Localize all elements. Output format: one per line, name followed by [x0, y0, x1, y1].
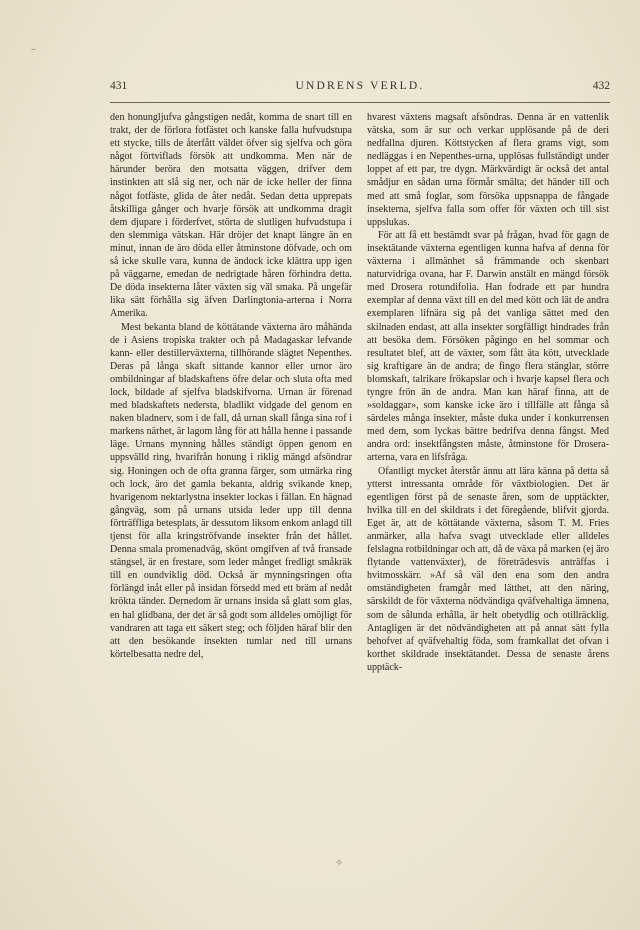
- header-rule: [110, 102, 610, 103]
- margin-mark: ✧: [335, 858, 344, 869]
- margin-mark: –: [31, 44, 36, 55]
- right-column: [367, 111, 609, 674]
- paragraph: Mest bekanta bland de köttätande växterna äro måhända de i Asiens tropiska trakter och på Madagaskar lefvande kann- eller destillerväxterna, tillhörande slägtet Nepenthes. Deras på långa skaft sittande kannor eller urnor äro ombildningar af bladskaftens öfre delar och sluta ofta med lock, bildade af sjelfva bladskifvorna. Urnan är förenad med bladskaftets nedersta, bladlikt vidgade del genom en naken bladnerv, som i de fall, då urnan skall fånga sina rof i markens närhet, är lagom lång för att hålla henne i passande läge. Urnans mynning hålles ständigt öppen genom en uppsvälld ring, hvarifrån honung i riklig mängd afsöndrar sig. Honingen och de ofta granna färger, som utmärka ring och lock, äro det gamla bekanta, aldrig svikande knep, hvarigenom nektarlystna insekter lockas i fällan. En hägnad gångväg, som på urnans utsida leder upp till denna förträffliga betesplats, är dessutom liksom enkom anlagd till tjenst för alla kringströfvande insekter från det hållet. Denna smala promenadväg, skönt omgifven af två fransade stängsel, är en frestare, som leder månget fredligt småkräk till en oundviklig död. Också är mynningsringen ofta förlängd inåt eller på insidan försedd med ett bräm af nedåt krökta tänder. Dernedom är urnans insida så glatt som glas, en hal glidbana, der det är så godt som alldeles omöjligt för vandraren att taga ett säkert steg; och följden häraf blir den att den besökande insekten tumlar ned till urnans körtelbesatta nedre del,: [110, 321, 353, 660]
- paragraph: hvarest växtens magsaft afsöndras. Denna är en vattenlik vätska, som är sur och verkar upplösande på de deri nedfallna djuren. Köttstycken af flera grams vigt, som nedläggas i en Nepenthes-urna, upplösas fullständigt under loppet af ett par, tre dygn. Märkvärdigt är också det antal smådjur en sådan urna förmår smälta; det händer till och med att små foglar, som försöka uppsnappa de fångade insekterna, sjelfva falla som offer för växten och till sist uppslukas.: [367, 112, 609, 228]
- paragraph: Ofantligt mycket återstår ännu att lära känna på detta så ytterst intressanta område för växtbiologien. Det är egentligen först på de senaste åren, som de upptäckter, hvilka till en del skildrats i det föregående, blifvit gjorda. Eget är, att de köttätande växterna, såsom T. M. Fries anmärker, alla hafva svagt utvecklade eller alldeles felslagna rotbildningar och att, då de växa på marken (ej äro flytande vattenväxter), de företrädesvis anträffas i hvitmosskärr. »Af så väl den ena som den andra omständigheten framgår med lätthet, att den näring, särskildt de för växterna nödvändiga qväfvehaltiga ämnena, som de sålunda erhålla, är helt obetydlig och otillräcklig. Antagligen är det nödvändigheten att på annat sätt fylla behofvet af qväfvehaltig föda, som framkallat det ofvan i korthet skildrade insektätandet. Dessa de senaste årens upptäck-: [367, 465, 609, 673]
- paragraph: För att få ett bestämdt svar på frågan, hvad för gagn de insektätande växterna egentligen kunna hafva af denna för växterna i allmänhet så främmande och skenbart naturvidriga ovana, har F. Darwin anstält en mängd försök med Drosera rotundifolia. Han fodrade ett par hundra exemplar af denna växt till en del med kött och lät de andra exemplaren lifnära sig på det vanliga sättet med den skilnaden endast, att alla insekter sorgfälligt hindrades från att besöka dem. Försöken pågingo en hel sommar och resultatet blef, att de växter, som fått äta kött, utvecklade sig kraftigare än de andra; de fingo flera stänglar, större blomskaft, talrikare frökapslar och i hvarje kapsel flera och tyngre frön än de andra. Man kan häraf finna, att de »soldaggar», som kanske icke äro i tillfälle att fånga så särdeles många insekter, måste duka under i konkurrensen med dem, som lyckas bättre bedrifva denna fångst. Med andra ord: insektfångsten måste, åtminstone för Drosera-arterna, vara en lifsfråga.: [367, 229, 609, 464]
- running-title: UNDRENS VERLD.: [295, 80, 425, 92]
- running-header: [110, 80, 610, 96]
- left-column: [110, 111, 352, 661]
- paragraph: den honungljufva gångstigen nedåt, komma de snart till en trakt, der de förlora fotfästet och kanske falla hufvudstupa ett stycke, tills de återfått väldet öfver sig sjelfva och göra något förtviflads försök att undkomma. Men när de härunder beröra den motsatta väggen, drifver dem instinkten att slå sig ner, och när de icke heller der finna något fotfäste, glida de åter nedåt. Sedan detta upprepats åtskilliga gånger och hvarje försök att undkomma dragit dem djupare i förderfvet, störta de slutligen hufvudstupa i den slemmiga vätskan. Här dröjer det knapt längre än en minut, innan de äro döda eller åtminstone döfvade, och om så icke skulle vara, kunna de ändock icke klättra upp igen på väggarne, emedan de nedrigtade håren förhindra detta. De döda insekterna låter växten sig väl smaka. På ungefär lika sätt förhålla sig äfven Darlingtonia-arterna i Norra Amerika.: [110, 112, 352, 320]
- right-page-number: 432: [592, 80, 610, 92]
- left-page-number: 431: [110, 80, 128, 92]
